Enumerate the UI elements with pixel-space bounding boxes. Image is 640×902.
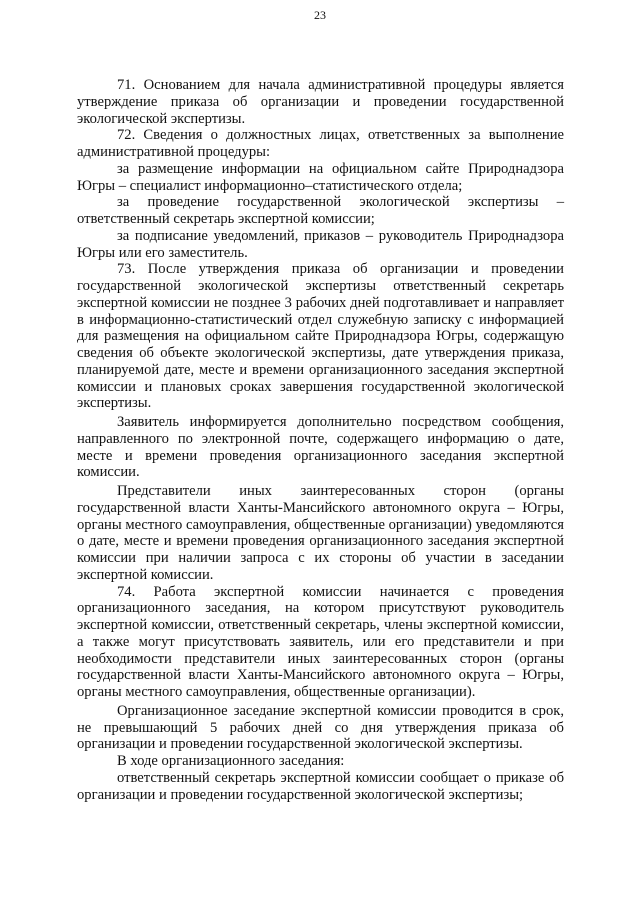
document-body xyxy=(77,77,564,803)
paragraph-74-deadline: Организационное заседание экспертной комиссии проводится в срок, не превышающий 5 рабочих дней со дня утверждения приказа об организации и проведении государственной экологической экспертизы. xyxy=(77,702,564,753)
paragraph-74-during-meeting: В ходе организационного заседания: xyxy=(117,753,345,769)
paragraph-74-secretary: ответственный секретарь экспертной комиссии сообщает о приказе об организации и проведении государственной экологической экспертизы; xyxy=(77,769,564,803)
paragraph-73-representatives: Представители иных заинтересованных сторон (органы государственной власти Ханты-Мансийского автономного округа – Югры, органы местного самоуправления, общественные организации) уведомляются о дате, месте и времени проведения организационного заседания экспертной комиссии при наличии запроса с их стороны об участии в заседании экспертной комиссии. xyxy=(77,483,564,583)
paragraph-72-item-2: за проведение государственной экологической экспертизы – ответственный секретарь экспертной комиссии; xyxy=(77,194,564,227)
page-number: 23 xyxy=(314,8,326,22)
paragraph-71: 71. Основанием для начала административной процедуры является утверждение приказа об организации и проведении государственной экологической экспертизы. xyxy=(77,77,564,127)
paragraph-72-item-3: за подписание уведомлений, приказов – руководитель Природнадзора Югры или его заместитель. xyxy=(77,227,564,261)
paragraph-73-applicant: Заявитель информируется дополнительно посредством сообщения, направленного по электронной почте, содержащего информацию о дате, месте и времени проведения организационного заседания экспертной комиссии. xyxy=(77,414,564,481)
paragraph-72: 72. Сведения о должностных лицах, ответственных за выполнение административной процедуры: xyxy=(77,127,564,160)
paragraph-74: 74. Работа экспертной комиссии начинается с проведения организационного заседания, на котором присутствуют руководитель экспертной комиссии, ответственный секретарь, члены экспертной комиссии, а также могут присутствовать заявитель, или его представители и при необходимости представители иных заинтересованных сторон (органы государственной власти Ханты-Мансийского автономного округа – Югры, органы местного самоуправления, общественные организации). xyxy=(77,583,564,700)
paragraph-73: 73. После утверждения приказа об организации и проведении государственной экологической экспертизы ответственный секретарь экспертной комиссии не позднее 3 рабочих дней подготавливает и направляет в информационно-статистический отдел служебную записку с информацией для размещения на официальном сайте Природнадзора Югры, содержащую сведения об объекте экологической экспертизы, дате утверждения приказа, планируемой дате, месте и времени организационного заседания экспертной комиссии и плановых сроках завершения государственной экологической экспертизы. xyxy=(77,261,564,412)
paragraph-72-item-1: за размещение информации на официальном сайте Природнадзора Югры – специалист информационно–статистического отдела; xyxy=(77,160,564,194)
